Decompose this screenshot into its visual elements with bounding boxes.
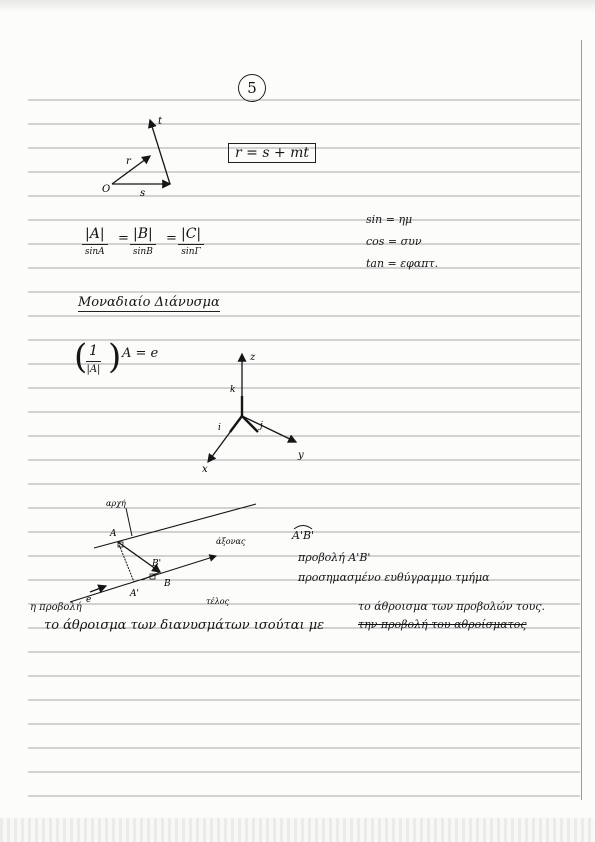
t-label: t <box>158 116 163 127</box>
j-unit-vector <box>242 416 258 432</box>
k-label: k <box>230 385 236 395</box>
arrow-to-start <box>126 508 132 536</box>
vector-t-arrow <box>150 120 170 184</box>
coef-num: 1 <box>86 343 101 362</box>
sine-rule-eq-1: = <box>118 231 129 246</box>
x-label: x <box>202 464 208 475</box>
paren-right: ) <box>108 337 122 377</box>
sine-rule-eq-2: = <box>166 231 177 246</box>
struck-text: την προβολή του αθροίσματος <box>358 618 527 631</box>
vector-r-arrow <box>112 156 150 184</box>
sine-rule-den-a: sinA <box>84 247 105 257</box>
b-label: B <box>164 579 171 589</box>
note-projection: προβολή A'B' <box>298 551 371 564</box>
margin-note-projection: η προβολή <box>30 602 82 613</box>
sum-sentence: το άθροισμα των διανυσμάτων ισούται με <box>44 618 325 633</box>
a-label: A <box>110 529 117 539</box>
unit-vector-heading: Μοναδιαίο Διάνυσμα <box>78 295 220 310</box>
r-label: r <box>126 156 131 167</box>
a-prime-label: A' <box>130 589 139 599</box>
trig-note-cos: cos = συν <box>366 235 422 248</box>
sine-rule-term-b <box>130 226 156 257</box>
vector-triangle-sketch <box>90 108 200 198</box>
boxed-line-equation: r = s + mt <box>228 143 316 163</box>
e-label: e <box>86 595 92 605</box>
axes-3d-sketch <box>194 346 334 476</box>
sine-rule-term-a <box>82 226 108 257</box>
b-prime-label: B' <box>152 559 162 569</box>
arc-mark <box>292 522 314 530</box>
unit-vector-coefficient <box>86 343 101 375</box>
sine-rule-term-c <box>178 226 204 257</box>
z-label: z <box>250 352 256 363</box>
note-signed-segment: προσημασμένο ευθύγραμμο τμήμα <box>298 571 490 584</box>
projection-sketch <box>66 496 266 606</box>
sine-rule-num-c: |C| <box>178 226 204 245</box>
sine-rule-num-b: |B| <box>130 226 156 245</box>
margin-line <box>581 40 582 800</box>
page-number: 5 <box>238 74 266 102</box>
s-label: s <box>140 188 146 198</box>
axonas-label: άξονας <box>216 537 246 546</box>
i-unit-vector <box>230 416 242 432</box>
scan-edge-bottom <box>0 818 595 842</box>
y-label: y <box>298 450 304 461</box>
unit-vector-rest: A = e <box>122 346 159 361</box>
sine-rule-den-b: sinB <box>132 247 153 257</box>
sine-rule-num-a: |A| <box>82 226 108 245</box>
arc-label: A'B' <box>292 529 315 542</box>
inserted-correction: το άθροισμα των προβολών τους. <box>358 600 545 613</box>
coef-den: |A| <box>86 364 101 375</box>
sine-rule-den-c: sinΓ <box>181 247 201 257</box>
axis-line <box>70 556 216 602</box>
j-label: j <box>260 421 263 431</box>
paren-left: ( <box>74 337 88 377</box>
arxi-label: αρχή <box>106 499 126 508</box>
y-axis <box>242 416 296 442</box>
trig-note-tan: tan = εφαπτ. <box>366 257 439 270</box>
telos-label: τέλος <box>206 597 230 606</box>
origin-label: O <box>102 184 111 195</box>
i-label: i <box>218 423 221 433</box>
trig-note-sin: sin = ημ <box>366 213 413 226</box>
